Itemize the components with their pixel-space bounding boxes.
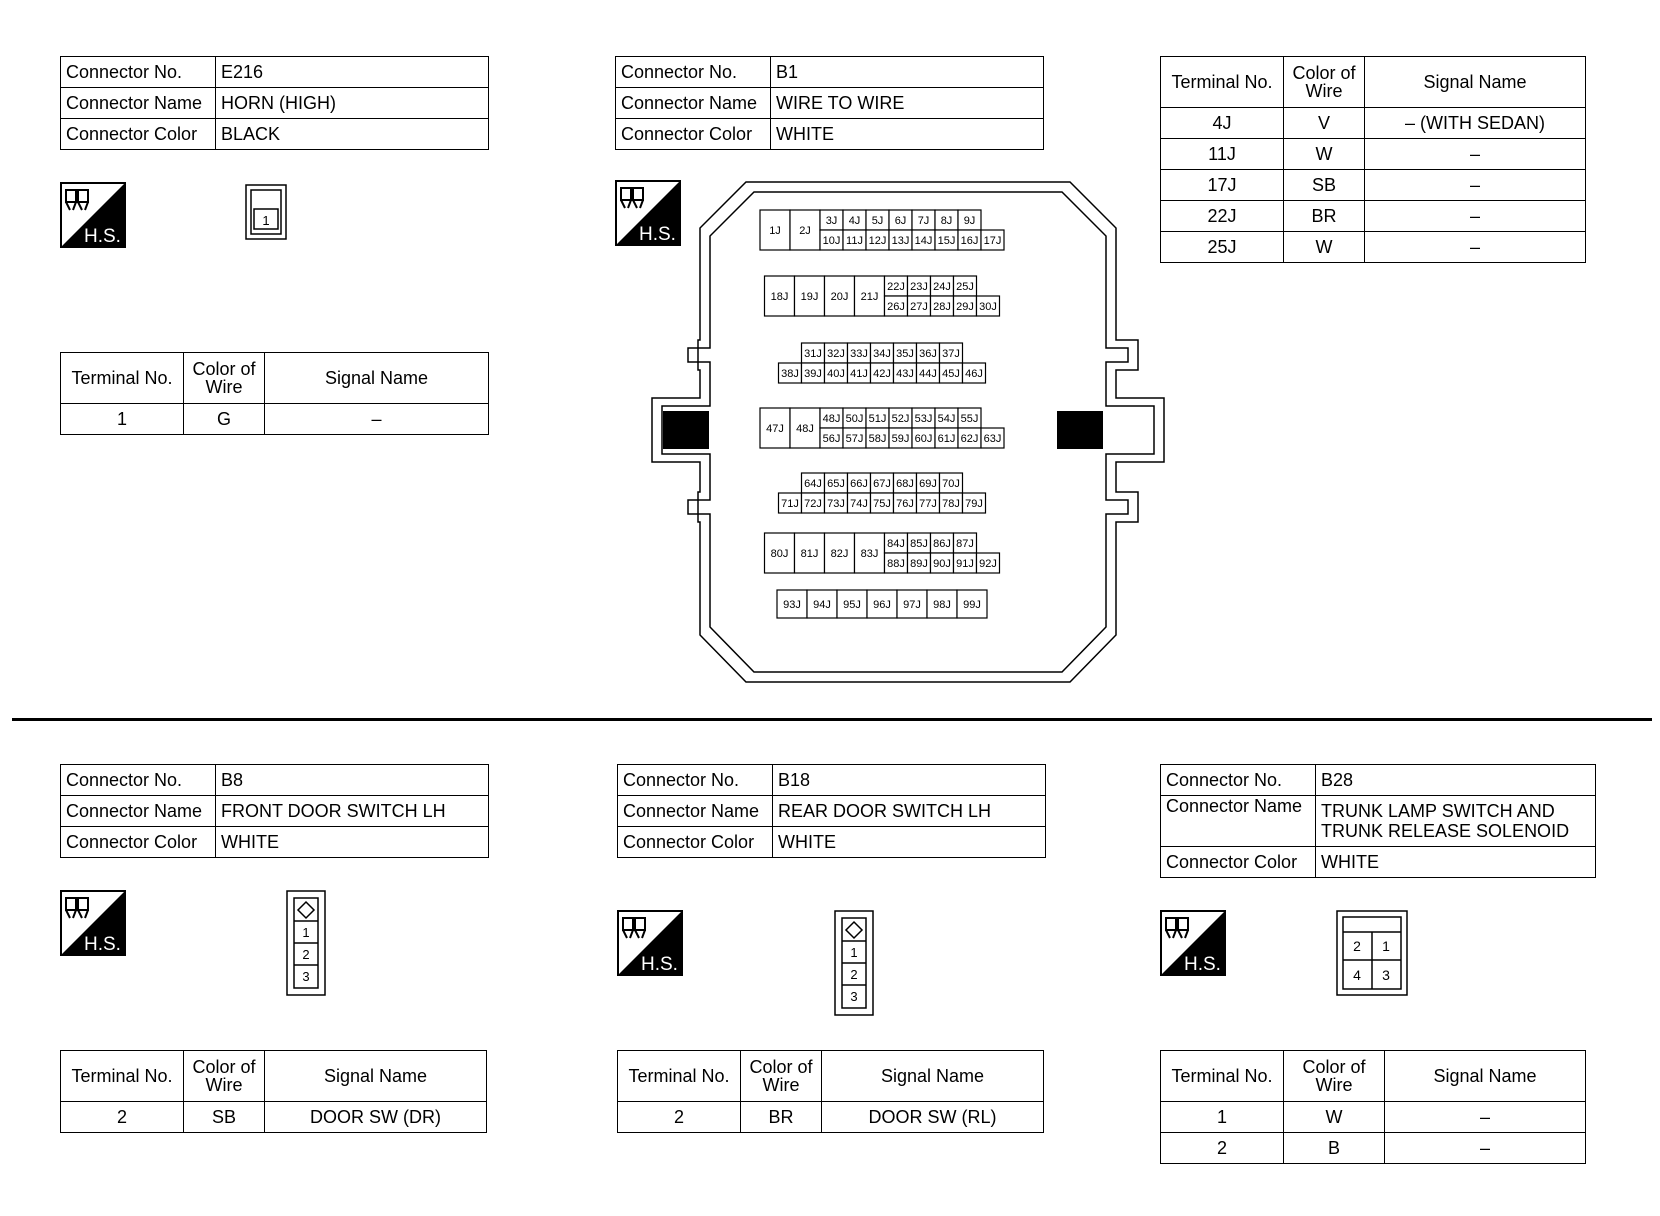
b1-terminal-label: 75J: [873, 498, 891, 510]
b1-terminal-label: 89J: [910, 558, 928, 570]
connector-no-label: Connector No.: [1161, 765, 1316, 796]
signal-name: DOOR SW (DR): [265, 1102, 487, 1133]
signal-name: –: [1365, 170, 1586, 201]
b1-terminal-label: 13J: [891, 235, 910, 247]
b1-terminal-label: 99J: [963, 599, 981, 611]
b1-terminal-label: 78J: [942, 498, 960, 510]
b1-terminal-label: 16J: [960, 235, 979, 247]
terminal-no-header: Terminal No.: [1161, 57, 1284, 108]
b1-terminal-label: 40J: [827, 368, 845, 380]
b1-terminal-label: 98J: [933, 599, 951, 611]
b1-terminal-label: 93J: [783, 599, 801, 611]
signal-name: –: [1385, 1102, 1586, 1133]
terminal-no-header: Terminal No.: [618, 1051, 741, 1102]
b28-pin-1: 1: [1382, 938, 1390, 954]
wire-color: B: [1284, 1133, 1385, 1164]
e216-connector-name: HORN (HIGH): [216, 88, 489, 119]
b1-terminal-label: 26J: [887, 301, 905, 313]
b18-terminal-table: [617, 1050, 1044, 1133]
hs-connector-icon: [617, 910, 683, 976]
connector-no-label: Connector No.: [61, 765, 216, 796]
b1-terminal-label: 51J: [868, 413, 887, 425]
b8-connector-name: FRONT DOOR SWITCH LH: [216, 796, 489, 827]
b1-terminal-label: 33J: [850, 348, 868, 360]
b18-connector-name: REAR DOOR SWITCH LH: [773, 796, 1046, 827]
b1-terminal-label: 19J: [800, 291, 819, 303]
b1-terminal-label: 44J: [919, 368, 937, 380]
terminal-no: 2: [1161, 1133, 1284, 1164]
b1-terminal-label: 48J: [796, 423, 814, 435]
b1-terminal-label: 28J: [933, 301, 951, 313]
color-of-wire-header: Color of Wire: [184, 1051, 265, 1102]
b1-terminal-label: 91J: [956, 558, 974, 570]
hs-label: H.S.: [84, 226, 121, 247]
b8-pin-1: 1: [302, 925, 310, 940]
b1-terminal-label: 86J: [933, 538, 951, 550]
b1-connector-color: WHITE: [771, 119, 1044, 150]
signal-name: –: [1365, 139, 1586, 170]
wire-color: SB: [184, 1102, 265, 1133]
signal-name: –: [1365, 201, 1586, 232]
b1-terminal-label: 63J: [983, 433, 1002, 445]
b1-terminal-label: 58J: [868, 433, 887, 445]
b1-terminal-label: 80J: [770, 548, 789, 560]
section-divider: [12, 718, 1652, 721]
connector-name-label: Connector Name: [1161, 796, 1316, 847]
b1-terminal-label: 34J: [873, 348, 891, 360]
wire-color: W: [1284, 1102, 1385, 1133]
b1-terminal-label: 84J: [887, 538, 905, 550]
b18-connector-face: [834, 910, 874, 1016]
b1-terminal-label: 31J: [804, 348, 822, 360]
e216-connector-no: E216: [216, 57, 489, 88]
b1-terminal-label: 83J: [860, 548, 879, 560]
color-of-wire-header: Color of Wire: [741, 1051, 822, 1102]
b1-terminal-label: 70J: [942, 478, 960, 490]
b1-terminal-label: 64J: [804, 478, 822, 490]
b1-terminal-label: 7J: [917, 215, 930, 227]
hs-label: H.S.: [1184, 954, 1221, 975]
b1-terminal-label: 66J: [850, 478, 868, 490]
color-of-wire-header: Color of Wire: [1284, 57, 1365, 108]
b1-terminal-label: 36J: [919, 348, 937, 360]
terminal-no: 11J: [1161, 139, 1284, 170]
b1-terminal-label: 76J: [896, 498, 914, 510]
signal-name: DOOR SW (RL): [822, 1102, 1044, 1133]
b18-info-table: [617, 764, 1046, 858]
table-row: [618, 1102, 1044, 1133]
e216-info-table: [60, 56, 489, 150]
b1-terminal-label: 65J: [827, 478, 845, 490]
b1-terminal-label: 12J: [868, 235, 887, 247]
table-row: [61, 404, 489, 435]
b1-terminal-label: 96J: [873, 599, 891, 611]
b1-terminal-label: 88J: [887, 558, 905, 570]
connector-no-label: Connector No.: [61, 57, 216, 88]
e216-connector-color: BLACK: [216, 119, 489, 150]
connector-name-label: Connector Name: [61, 88, 216, 119]
connector-name-label: Connector Name: [616, 88, 771, 119]
terminal-no: 22J: [1161, 201, 1284, 232]
hs-label: H.S.: [639, 224, 676, 245]
wire-color: BR: [741, 1102, 822, 1133]
b1-terminal-label: 2J: [799, 225, 811, 237]
b1-terminal-label: 8J: [940, 215, 953, 227]
b1-terminal-label: 32J: [827, 348, 845, 360]
hs-connector-icon: [60, 182, 126, 248]
b28-connector-face: [1336, 910, 1408, 996]
b18-pin-2: 2: [850, 967, 858, 982]
b1-terminal-label: 22J: [887, 281, 905, 293]
signal-name-header: Signal Name: [822, 1051, 1044, 1102]
connector-no-label: Connector No.: [616, 57, 771, 88]
b1-terminal-label: 73J: [827, 498, 845, 510]
b1-terminal-label: 41J: [850, 368, 868, 380]
b1-terminal-label: 92J: [979, 558, 997, 570]
b1-terminal-label: 46J: [965, 368, 983, 380]
connector-color-label: Connector Color: [616, 119, 771, 150]
b1-terminal-label: 25J: [956, 281, 974, 293]
terminal-no: 25J: [1161, 232, 1284, 263]
b28-pin-4: 4: [1353, 967, 1361, 983]
b1-terminal-label: 45J: [942, 368, 960, 380]
hs-label: H.S.: [641, 954, 678, 975]
b28-info-table: [1160, 764, 1596, 878]
color-of-wire-header: Color of Wire: [1284, 1051, 1385, 1102]
b1-connector-face: [648, 180, 1118, 685]
b1-terminal-label: 90J: [933, 558, 951, 570]
b1-terminal-label: 62J: [960, 433, 979, 445]
b1-terminal-label: 23J: [910, 281, 928, 293]
b28-pin-3: 3: [1382, 967, 1390, 983]
b1-terminal-label: 97J: [903, 599, 921, 611]
b28-connector-color: WHITE: [1316, 847, 1596, 878]
wire-color: W: [1284, 232, 1365, 263]
b1-connector-name: WIRE TO WIRE: [771, 88, 1044, 119]
b1-terminal-label: 6J: [894, 215, 907, 227]
b28-connector-name: TRUNK LAMP SWITCH AND TRUNK RELEASE SOLENOID: [1316, 796, 1596, 847]
b1-terminal-label: 1J: [769, 225, 781, 237]
b28-connector-no: B28: [1316, 765, 1596, 796]
connector-no-label: Connector No.: [618, 765, 773, 796]
connector-color-label: Connector Color: [618, 827, 773, 858]
signal-name-header: Signal Name: [265, 353, 489, 404]
b1-terminal-label: 61J: [937, 433, 956, 445]
b1-terminal-label: 11J: [846, 235, 863, 247]
b8-connector-color: WHITE: [216, 827, 489, 858]
b1-info-table: [615, 56, 1044, 150]
connector-color-label: Connector Color: [1161, 847, 1316, 878]
b1-terminal-label: 74J: [850, 498, 868, 510]
b1-terminal-label: 30J: [979, 301, 997, 313]
b8-connector-no: B8: [216, 765, 489, 796]
b1-terminal-label: 87J: [956, 538, 974, 550]
b1-terminal-label: 20J: [830, 291, 849, 303]
connector-name-label: Connector Name: [61, 796, 216, 827]
b1-terminal-label: 37J: [942, 348, 960, 360]
b1-terminal-label: 3J: [825, 215, 838, 227]
b28-pin-2: 2: [1353, 938, 1361, 954]
signal-name: –: [1365, 232, 1586, 263]
signal-name: –: [1385, 1133, 1586, 1164]
b1-terminal-label: 81J: [800, 548, 819, 560]
b1-terminal-label: 95J: [843, 599, 861, 611]
b1-terminal-label: 24J: [933, 281, 951, 293]
b1-terminal-label: 14J: [914, 235, 933, 247]
signal-name-header: Signal Name: [265, 1051, 487, 1102]
table-row: [1161, 108, 1586, 139]
terminal-no-header: Terminal No.: [61, 353, 184, 404]
b8-connector-face: [286, 890, 326, 996]
signal-name: –: [265, 404, 489, 435]
table-row: [1161, 232, 1586, 263]
wire-color: W: [1284, 139, 1365, 170]
table-row: [61, 1102, 487, 1133]
b1-terminal-label: 54J: [937, 413, 956, 425]
b8-info-table: [60, 764, 489, 858]
b8-pin-2: 2: [302, 947, 310, 962]
b1-terminal-label: 38J: [781, 368, 799, 380]
b1-terminal-label: 67J: [873, 478, 891, 490]
b1-terminal-label: 79J: [965, 498, 983, 510]
signal-name-header: Signal Name: [1385, 1051, 1586, 1102]
b1-terminal-label: 21J: [860, 291, 879, 303]
connector-name-label: Connector Name: [618, 796, 773, 827]
b1-terminal-label: 9J: [963, 215, 976, 227]
connector-color-label: Connector Color: [61, 119, 216, 150]
b1-terminal-label: 60J: [914, 433, 933, 445]
b1-terminal-label: 59J: [891, 433, 910, 445]
b1-terminal-table: [1160, 56, 1586, 263]
b1-terminal-label: 4J: [848, 215, 861, 227]
e216-connector-face: [245, 184, 287, 240]
b1-terminal-label: 52J: [891, 413, 910, 425]
table-row: [1161, 201, 1586, 232]
terminal-no: 2: [61, 1102, 184, 1133]
b1-terminal-label: 94J: [813, 599, 831, 611]
table-row: [1161, 1133, 1586, 1164]
b1-terminal-label: 39J: [804, 368, 822, 380]
b8-terminal-table: [60, 1050, 487, 1133]
b1-connector-no: B1: [771, 57, 1044, 88]
signal-name-header: Signal Name: [1365, 57, 1586, 108]
b18-connector-color: WHITE: [773, 827, 1046, 858]
b1-terminal-label: 42J: [873, 368, 891, 380]
hs-label: H.S.: [84, 934, 121, 955]
b1-terminal-label: 5J: [871, 215, 884, 227]
e216-pin-1: 1: [262, 213, 270, 228]
table-row: [1161, 139, 1586, 170]
terminal-no-header: Terminal No.: [1161, 1051, 1284, 1102]
b1-terminal-label: 55J: [960, 413, 979, 425]
wire-color: G: [184, 404, 265, 435]
e216-terminal-table: [60, 352, 489, 435]
table-row: [1161, 170, 1586, 201]
b18-pin-1: 1: [850, 945, 858, 960]
b1-terminal-label: 10J: [822, 235, 841, 247]
b28-terminal-table: [1160, 1050, 1586, 1164]
wire-color: BR: [1284, 201, 1365, 232]
b1-terminal-label: 17J: [983, 235, 1002, 247]
b8-pin-3: 3: [302, 969, 310, 984]
b18-connector-no: B18: [773, 765, 1046, 796]
terminal-no: 2: [618, 1102, 741, 1133]
b1-terminal-label: 71J: [781, 498, 799, 510]
b1-terminal-label: 29J: [956, 301, 974, 313]
b1-terminal-label: 82J: [830, 548, 849, 560]
terminal-no: 1: [61, 404, 184, 435]
b1-terminal-label: 15J: [937, 235, 956, 247]
b1-terminal-label: 68J: [896, 478, 914, 490]
b1-terminal-label: 43J: [896, 368, 914, 380]
b1-terminal-label: 35J: [896, 348, 914, 360]
table-row: [1161, 1102, 1586, 1133]
b18-pin-3: 3: [850, 989, 858, 1004]
b1-terminal-label: 53J: [914, 413, 933, 425]
b1-terminal-label: 72J: [804, 498, 822, 510]
b1-terminal-label: 85J: [910, 538, 928, 550]
b1-terminal-label: 47J: [766, 423, 784, 435]
b1-terminal-label: 48J: [822, 413, 841, 425]
wire-color: V: [1284, 108, 1365, 139]
b1-terminal-cells: [760, 210, 1004, 618]
terminal-no: 1: [1161, 1102, 1284, 1133]
wire-color: SB: [1284, 170, 1365, 201]
hs-connector-icon: [60, 890, 126, 956]
terminal-no: 17J: [1161, 170, 1284, 201]
b1-terminal-label: 56J: [822, 433, 841, 445]
terminal-no-header: Terminal No.: [61, 1051, 184, 1102]
hs-connector-icon: [1160, 910, 1226, 976]
signal-name: – (WITH SEDAN): [1365, 108, 1586, 139]
terminal-no: 4J: [1161, 108, 1284, 139]
color-of-wire-header: Color of Wire: [184, 353, 265, 404]
connector-color-label: Connector Color: [61, 827, 216, 858]
b1-terminal-label: 27J: [910, 301, 928, 313]
b1-terminal-label: 50J: [845, 413, 864, 425]
b1-terminal-label: 77J: [919, 498, 937, 510]
b1-terminal-label: 18J: [770, 291, 789, 303]
b1-terminal-label: 69J: [919, 478, 937, 490]
b1-terminal-label: 57J: [845, 433, 864, 445]
